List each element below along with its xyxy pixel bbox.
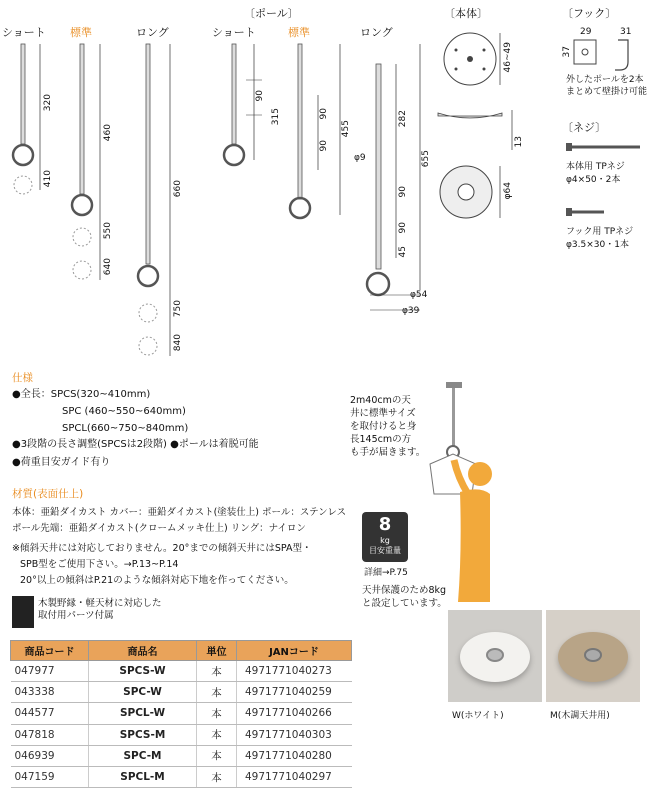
- dim-pole-std-a: 90: [319, 108, 329, 120]
- weight-badge: [362, 512, 408, 562]
- cell-jan: 4971771040266: [237, 703, 352, 724]
- col-jan: JANコード: [237, 641, 352, 661]
- dim-hook-w2: 31: [620, 27, 632, 37]
- cell-code: 044577: [11, 703, 89, 724]
- illus-text-3: を取付けると身: [350, 421, 417, 432]
- dim-pole-phi54: φ54: [410, 290, 428, 300]
- material-line-1: 本体：亜鉛ダイカスト カバー：亜鉛ダイカスト(塗装仕上) ポール：ステンレス: [12, 507, 347, 518]
- cell-unit: 本: [197, 661, 237, 682]
- pole-short-label: ショート: [212, 26, 256, 39]
- illus-text-1: 2m40cmの天: [350, 395, 411, 406]
- cell-jan: 4971771040297: [237, 766, 352, 787]
- parts-callout: [12, 596, 222, 628]
- cell-name: SPC-M: [89, 745, 197, 766]
- badge-unit: kg: [380, 536, 390, 545]
- screw-body-label: 本体用 TPネジ: [566, 162, 625, 172]
- dim-pole-phi39: φ39: [402, 306, 420, 316]
- screw-hook-size: φ3.5×30・1本: [566, 240, 629, 250]
- illus-text-5: も手が届きます。: [350, 447, 426, 458]
- cell-code: 047818: [11, 724, 89, 745]
- spec-adjust: ●3段階の長さ調整(SPCSは2段階) ●ポールは着脱可能: [12, 439, 259, 450]
- material-line-2: ポール先端：亜鉛ダイカスト(クロームメッキ仕上) リング：ナイロン: [12, 523, 306, 534]
- cell-jan: 4971771040280: [237, 745, 352, 766]
- cell-name: SPCS-W: [89, 661, 197, 682]
- left-poles-drawing: [0, 0, 650, 370]
- dim-pole-std-c: 455: [341, 120, 351, 138]
- cell-name: SPCL-W: [89, 703, 197, 724]
- dim-std-b: 550: [103, 222, 113, 240]
- dim-long-b: 750: [173, 300, 183, 318]
- table-header-row: [11, 641, 352, 661]
- material-note-2: SPB型をご使用下さい。→P.13~P.14: [20, 559, 179, 570]
- cell-code: 046939: [11, 745, 89, 766]
- callout-text: [38, 598, 162, 622]
- dim-pole-long-b: 655: [421, 150, 431, 168]
- screw-icon: [12, 596, 34, 628]
- dim-pole-long-d: 90: [398, 222, 408, 234]
- table-row: [11, 661, 352, 682]
- dim-body-diameter: φ64: [503, 182, 513, 200]
- cell-name: SPCS-M: [89, 724, 197, 745]
- body-section-header: 〔本体〕: [444, 7, 488, 20]
- dim-hook-w1: 29: [580, 27, 592, 37]
- dim-long-c: 840: [173, 334, 183, 352]
- dim-pole-short-a: 90: [255, 90, 265, 102]
- dim-body-range: 46~49: [503, 42, 513, 73]
- cell-unit: 本: [197, 766, 237, 787]
- hook-section-header: 〔フック〕: [562, 7, 617, 20]
- dim-body-height: 13: [514, 136, 524, 148]
- col-name: 商品名: [89, 641, 197, 661]
- cell-unit: 本: [197, 745, 237, 766]
- protect-text-1: 天井保護のため8kg: [362, 585, 447, 596]
- dim-short-b: 410: [43, 170, 53, 188]
- spec-title: 仕様: [12, 372, 33, 384]
- dim-pole-long-a: 282: [398, 110, 408, 128]
- table-row: [11, 682, 352, 703]
- photo-white: [448, 610, 542, 702]
- screw-hook-label: フック用 TPネジ: [566, 227, 634, 237]
- spec-length: ●全長：SPCS(320~410mm): [12, 389, 151, 400]
- table-row: [11, 766, 352, 787]
- pole-long-label: ロング: [360, 26, 393, 39]
- dim-pole-long-c: 90: [398, 186, 408, 198]
- cell-unit: 本: [197, 724, 237, 745]
- variant-short-label: ショート: [2, 26, 46, 39]
- material-note-1: ※傾斜天井には対応しておりません。20°までの傾斜天井にはSPA型・: [12, 543, 312, 554]
- hook-note-1: 外したポールを2本: [566, 75, 644, 85]
- callout-line-1: 木製野縁・軽天材に対応した: [38, 598, 162, 609]
- cell-name: SPC-W: [89, 682, 197, 703]
- spec-guide: ●荷重目安ガイド有り: [12, 457, 111, 468]
- variant-long-label: ロング: [136, 26, 169, 39]
- dim-std-a: 460: [103, 124, 113, 142]
- table-row: [11, 745, 352, 766]
- col-unit: 単位: [197, 641, 237, 661]
- cell-name: SPCL-M: [89, 766, 197, 787]
- material-title: 材質(表面仕上): [12, 488, 84, 500]
- pole-section-header: 〔ポール〕: [244, 7, 299, 20]
- dim-hook-h: 37: [562, 46, 572, 58]
- white-center: [486, 648, 504, 662]
- material-note-3: 20°以上の傾斜はP.21のような傾斜対応下地を作ってください。: [20, 575, 294, 586]
- cell-jan: 4971771040303: [237, 724, 352, 745]
- cell-code: 047159: [11, 766, 89, 787]
- cell-unit: 本: [197, 703, 237, 724]
- variant-standard-label: 標準: [70, 26, 92, 39]
- spec-spcl: SPCL(660~750~840mm): [62, 423, 189, 434]
- photo-wood: [546, 610, 640, 702]
- table-row: [11, 724, 352, 745]
- cell-jan: 4971771040273: [237, 661, 352, 682]
- table-row: [11, 703, 352, 724]
- dim-pole-long-e: 45: [398, 246, 408, 258]
- hook-note-2: まとめて壁掛け可能: [566, 87, 648, 97]
- dim-pole-short-b: 315: [271, 108, 281, 126]
- dim-std-c: 640: [103, 258, 113, 276]
- cell-code: 047977: [11, 661, 89, 682]
- cell-code: 043338: [11, 682, 89, 703]
- caption-wood: M(木調天井用): [550, 711, 610, 721]
- product-table: [10, 640, 352, 788]
- illus-text-4: 長145cmの方: [350, 434, 412, 445]
- cell-unit: 本: [197, 682, 237, 703]
- dim-short-a: 320: [43, 94, 53, 112]
- screw-section-header: 〔ネジ〕: [562, 121, 607, 134]
- callout-line-2: 取付用パーツ付属: [38, 610, 114, 621]
- illus-text-2: 井に標準サイズ: [350, 408, 416, 419]
- caption-white: W(ホワイト): [452, 711, 504, 721]
- screw-body-size: φ4×50・2本: [566, 175, 621, 185]
- dim-long-a: 660: [173, 180, 183, 198]
- badge-number: 8: [378, 514, 392, 535]
- pole-standard-label: 標準: [288, 26, 310, 39]
- spec-spc: SPC (460~550~640mm): [62, 406, 186, 417]
- badge-label: 目安重量: [369, 546, 401, 555]
- col-code: 商品コード: [11, 641, 89, 661]
- dim-pole-phi9: φ9: [354, 153, 366, 163]
- cell-jan: 4971771040259: [237, 682, 352, 703]
- dim-pole-std-b: 90: [319, 140, 329, 152]
- detail-link: 詳細→P.75: [364, 568, 408, 578]
- protect-text-2: と設定しています。: [362, 598, 447, 609]
- wood-center: [584, 648, 602, 662]
